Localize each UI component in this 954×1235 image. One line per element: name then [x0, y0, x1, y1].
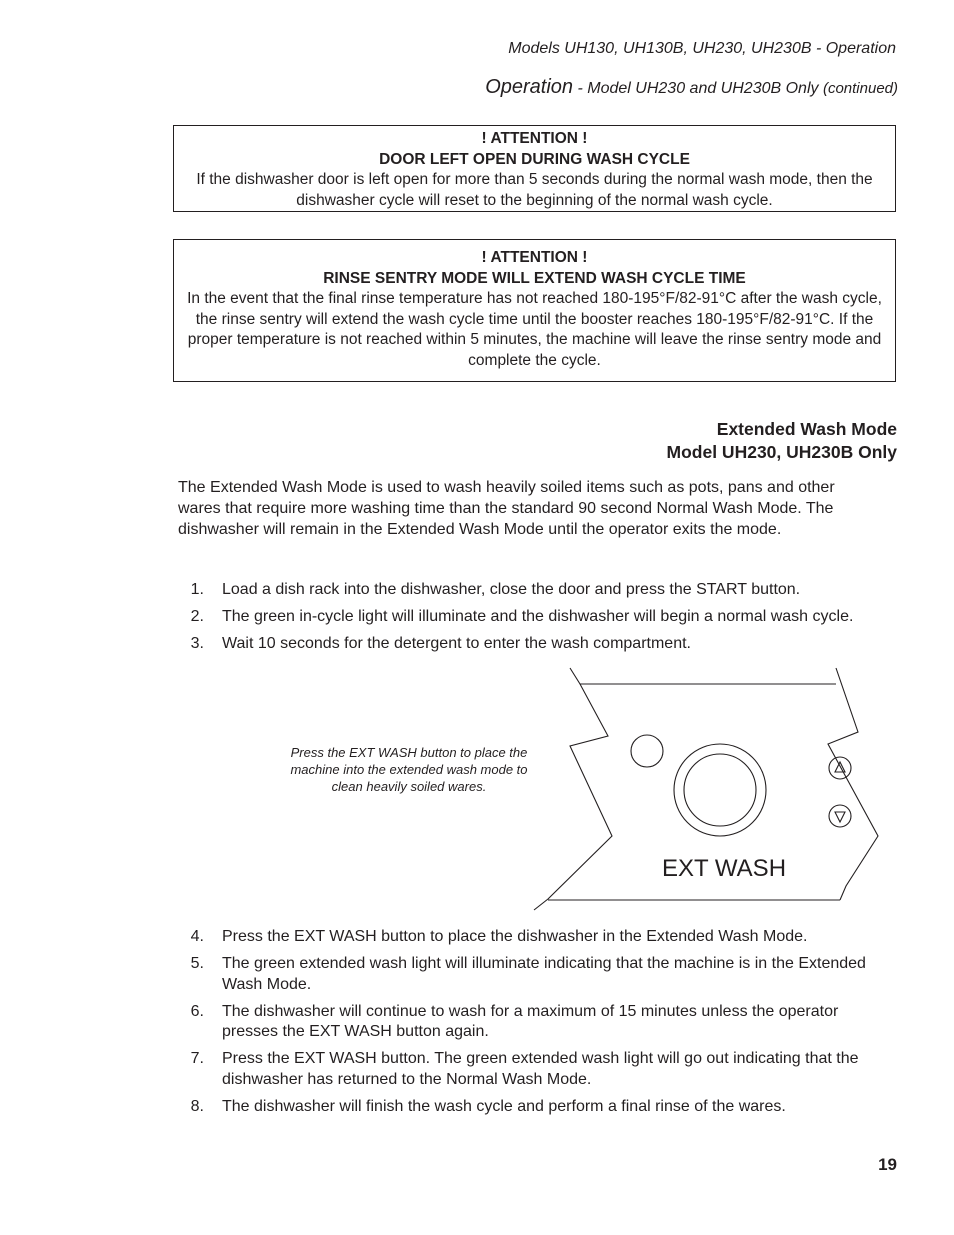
steps-list-before — [178, 580, 898, 661]
down-arrow-button — [829, 805, 851, 827]
step-number: 5. — [190, 955, 204, 972]
attention-heading: ! ATTENTION ! — [481, 130, 588, 147]
attention-box-door-open — [173, 125, 896, 212]
step-text: Wait 10 seconds for the detergent to enter the wash compartment. — [222, 635, 691, 652]
attention-box-rinse-sentry — [173, 239, 896, 382]
attention-heading: ! ATTENTION ! — [481, 249, 588, 266]
step-text: Load a dish rack into the dishwasher, close the door and press the START button. — [222, 581, 801, 598]
page-number: 19 — [878, 1155, 897, 1174]
list-item — [178, 607, 898, 628]
step-number: 2. — [190, 608, 204, 625]
step-number: 1. — [190, 581, 204, 598]
step-number: 3. — [190, 635, 204, 652]
list-item — [178, 634, 898, 655]
section-title — [667, 418, 897, 464]
section-header-note: (continued) — [822, 80, 898, 97]
control-panel-illustration — [530, 664, 886, 919]
down-arrow-icon — [835, 812, 845, 822]
section-title-line1: Extended Wash Mode — [716, 419, 897, 439]
section-header-main: Operation — [485, 76, 574, 98]
attention-title: DOOR LEFT OPEN DURING WASH CYCLE — [379, 150, 690, 168]
control-panel-drawing — [530, 664, 886, 914]
section-header-sub: - Model UH230 and UH230B Only — [573, 80, 823, 97]
panel-left-break-edge — [534, 668, 612, 910]
up-arrow-button — [829, 757, 851, 779]
step-number: 8. — [190, 1097, 204, 1115]
ext-wash-button-icon — [674, 744, 766, 836]
section-intro: The Extended Wash Mode is used to wash heavily soiled items such as pots, pans and other wares that require more washing time than the standard 90 second Normal Wash Mode. The dishwasher will remain in the Extended Wash Mode until the operator exits the mode. — [178, 479, 835, 538]
step-text: Press the EXT WASH button. The green extended wash light will go out indicating that the dishwasher has returned to the Normal Wash Mode. — [222, 1050, 859, 1088]
section-title-line2: Model UH230, UH230B Only — [666, 442, 897, 462]
indicator-light-icon — [631, 735, 663, 767]
step-text: The dishwasher will continue to wash for a maximum of 15 minutes unless the operator presses the EXT WASH button again. — [222, 1002, 839, 1040]
list-item — [178, 954, 898, 995]
list-item — [178, 1097, 898, 1118]
attention-title: RINSE SENTRY MODE WILL EXTEND WASH CYCLE TIME — [323, 269, 746, 287]
step-number: 6. — [190, 1002, 204, 1020]
list-item — [178, 1002, 898, 1043]
models-header: Models UH130, UH130B, UH230, UH230B - Operation — [508, 40, 896, 57]
figure-caption: Press the EXT WASH button to place the machine into the extended wash mode to clean heavily soiled wares. — [290, 745, 528, 794]
list-item — [178, 580, 898, 601]
step-text: The dishwasher will finish the wash cycle and perform a final rinse of the wares. — [222, 1097, 786, 1115]
section-header — [485, 76, 898, 99]
step-number: 4. — [190, 928, 204, 945]
list-item — [178, 1049, 898, 1090]
step-text: Press the EXT WASH button to place the dishwasher in the Extended Wash Mode. — [222, 928, 808, 945]
attention-body: In the event that the final rinse temperature has not reached 180-195°F/82-91°C after the wash cycle, the rinse sentry will extend the wash cycle time until the booster reaches 180-195°F/82-91°C. If the proper temperature is not reached within 5 minutes, the machine will leave the rinse sentry mode and complete the cycle. — [187, 290, 882, 369]
step-text: The green in-cycle light will illuminate and the dishwasher will begin a normal wash cycle. — [222, 608, 854, 625]
list-item — [178, 927, 898, 948]
panel-right-break-edge — [828, 668, 878, 900]
step-number: 7. — [190, 1050, 204, 1067]
steps-list-after — [178, 927, 898, 1124]
ext-wash-button-inner-ring — [684, 754, 756, 826]
attention-body: If the dishwasher door is left open for more than 5 seconds during the normal wash mode, then the dishwasher cycle will reset to the beginning of the normal wash cycle. — [196, 171, 873, 209]
ext-wash-label: EXT WASH — [662, 855, 787, 882]
step-text: The green extended wash light will illuminate indicating that the machine is in the Extended Wash Mode. — [222, 955, 866, 993]
